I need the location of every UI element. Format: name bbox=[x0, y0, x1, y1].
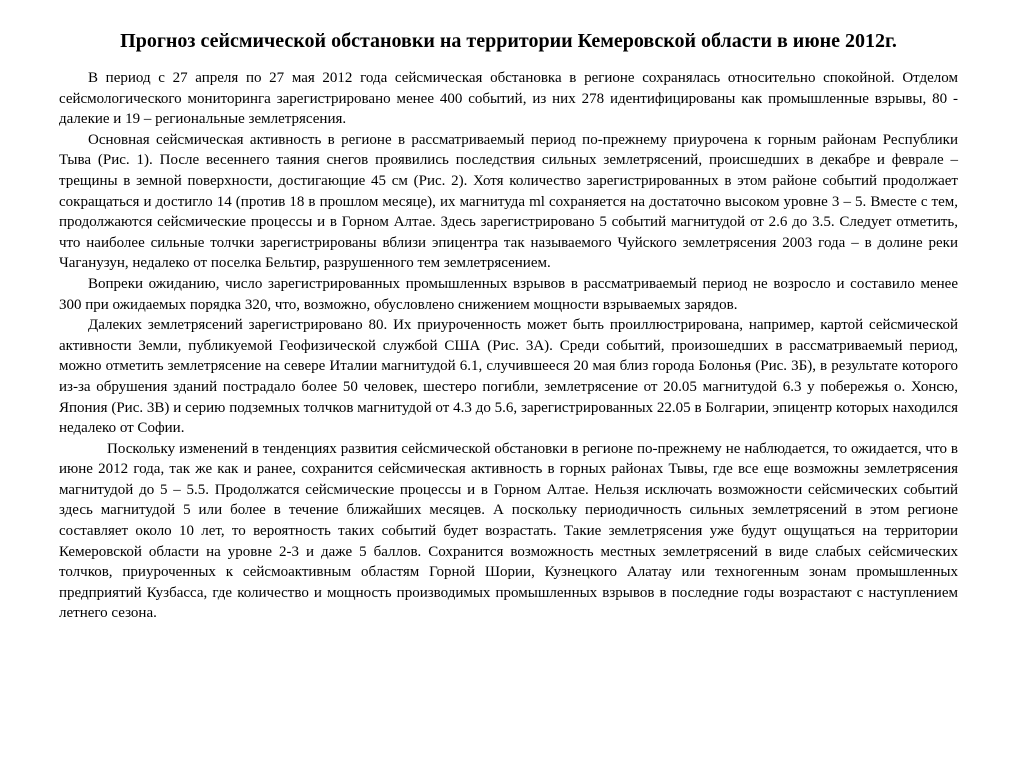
document-page bbox=[59, 26, 958, 624]
paragraph-industrial-explosions: Вопреки ожиданию, число зарегистрированных промышленных взрывов в рассматриваемый период не возросло и составило менее 300 при ожидаемых порядка 320, что, возможно, обусловлено снижением мощности взрываемых зарядов. bbox=[59, 275, 958, 313]
paragraph-distant-earthquakes: Далеких землетрясений зарегистрировано 80. Их приуроченность может быть проиллюстрирована, например, картой сейсмической активности Земли, публикуемой Геофизической службой США (Рис. 3А). Среди событий, произошедших в рассматриваемый период, можно отметить землетрясение на севере Италии магнитудой 6.1, случившееся 20 мая близ города Болонья (Рис. 3Б), в результате которого из-за обрушения зданий пострадало более 50 человек, шестеро погибли, землетрясение от 20.05 магнитудой 6.3 у побережья о. Хонсю, Япония (Рис. 3В) и серию подземных толчков магнитудой от 4.3 до 5.6, зарегистрированных 22.05 в Болгарии, эпицентр которых находился недалеко от Софии. bbox=[59, 317, 958, 437]
paragraph-forecast: Поскольку изменений в тенденциях развития сейсмической обстановки в регионе по-прежнему не наблюдается, то ожидается, что в июне 2012 года, так же как и ранее, сохранится сейсмическая активность в горных районах Тывы, где все еще возможны землетрясения магнитудой до 5 – 5.5. Продолжатся сейсмические процессы и в Горном Алтае. Нельзя исключать возможности сейсмических событий здесь магнитудой 5 или более в течение ближайших месяцев. А поскольку периодичность сильных землетрясений в этом регионе составляет около 10 лет, то вероятность таких событий будет возрастать. Такие землетрясения уже будут ощущаться на территории Кемеровской области на уровне 2-3 и даже 5 баллов. Сохранится возможность местных землетрясений в виде слабых сейсмических толчков, приуроченных к сейсмоактивным областям Горной Шории, Кузнецкого Алатау или техногенным зонам промышленных предприятий Кузбасса, где количество и мощность производимых промышленных взрывов в последние годы возрастают с наступлением летнего сезона. bbox=[59, 440, 958, 622]
paragraph-main-activity: Основная сейсмическая активность в регионе в рассматриваемый период по-прежнему приурочена к горным районам Республики Тыва (Рис. 1). После весеннего таяния снегов проявились последствия сильных землетрясений, происшедших в декабре и феврале – трещины в земной поверхности, достигающие 45 см (Рис. 2). Хотя количество зарегистрированных в этом районе событий продолжает сокращаться и достигло 14 (против 18 в прошлом месяце), их магнитуда ml сохраняется на достаточно высоком уровне 3 – 5. Вместе с тем, продолжаются сейсмические процессы и в Горном Алтае. Здесь зарегистрировано 5 событий магнитудой от 2.6 до 3.5. Следует отметить, что наиболее сильные толчки зарегистрированы вблизи эпицентра так называемого Чуйского землетрясения 2003 года – в долине реки Чаганузун, недалеко от поселка Бельтир, разрушенного тем землетрясением. bbox=[59, 131, 958, 272]
paragraph-period-summary: В период с 27 апреля по 27 мая 2012 года сейсмическая обстановка в регионе сохранялась относительно спокойной. Отделом сейсмологического мониторинга зарегистрировано менее 400 событий, из них 278 идентифицированы как промышленные взрывы, 80 - далекие и 19 – региональные землетрясения. bbox=[59, 70, 958, 128]
document-title: Прогноз сейсмической обстановки на территории Кемеровской области в июне 2012г. bbox=[120, 30, 897, 52]
